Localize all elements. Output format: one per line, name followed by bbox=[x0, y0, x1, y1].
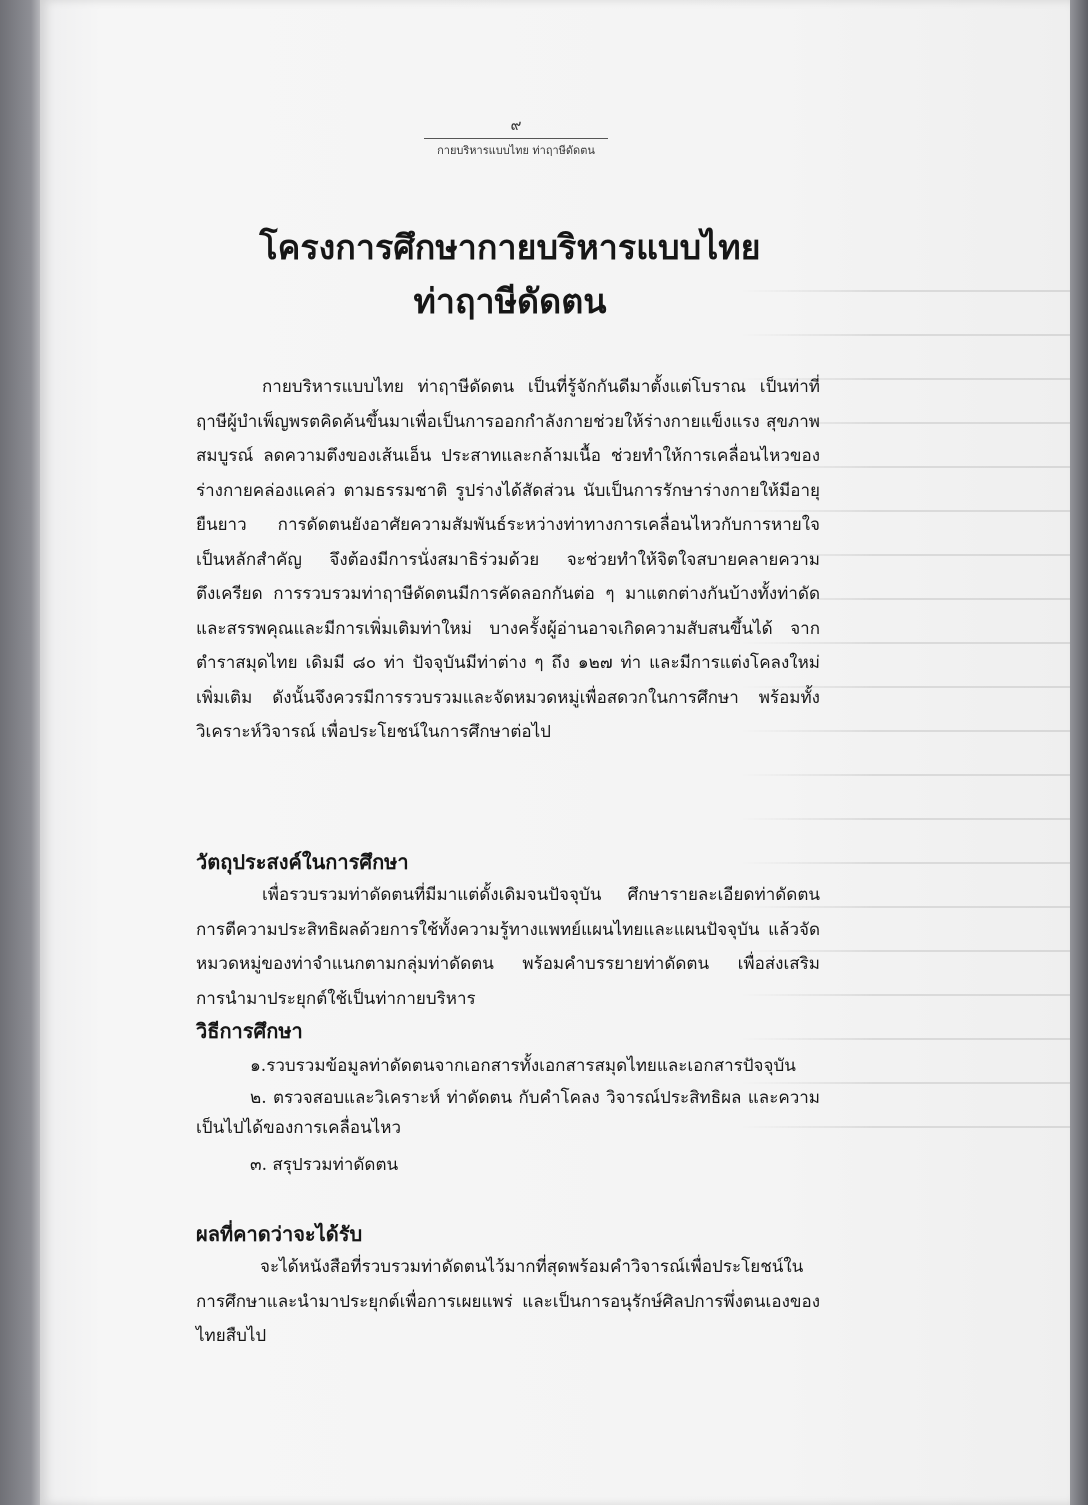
page-number: ๙ bbox=[510, 116, 522, 134]
method-item-3: ๓. สรุปรวมท่าดัดตน bbox=[250, 1155, 399, 1175]
objective-heading: วัตถุประสงค์ในการศึกษา bbox=[196, 850, 409, 874]
page-title-line-2: ท่าฤาษีดัดตน bbox=[413, 282, 607, 322]
intro-paragraph: กายบริหารแบบไทย ท่าฤาษีดัดตน เป็นที่รู้จักกันดีมาตั้งแต่โบราณ เป็นท่าที่ฤาษีผู้บำเพ็ญพรตคิดค้นขึ้นมาเพื่อเป็นการออกกำลังกายช่วยให้ร่างกายแข็งแรง สุขภาพสมบูรณ์ ลดความตึงของเส้นเอ็น ประสาทและกล้ามเนื้อ ช่วยทำให้การเคลื่อนไหวของร่างกายคล่องแคล่ว ตามธรรมชาติ รูปร่างได้สัดส่วน นับเป็นการรักษาร่างกายให้มีอายุยืนยาว การดัดตนยังอาศัยความสัมพันธ์ระหว่างท่าทางการเคลื่อนไหวกับการหายใจเป็นหลักสำคัญ จึงต้องมีการนั่งสมาธิร่วมด้วย จะช่วยทำให้จิตใจสบายคลายความตึงเครียด การรวบรวมท่าฤาษีดัดตนมีการคัดลอกกันต่อ ๆ มาแตกต่างกันบ้างทั้งท่าดัดและสรรพคุณและมีการเพิ่มเติมท่าใหม่ บางครั้งผู้อ่านอาจเกิดความสับสนขึ้นได้ จากตำราสมุดไทย เดิมมี ๘๐ ท่า ปัจจุบันมีท่าต่าง ๆ ถึง ๑๒๗ ท่า และมีการแต่งโคลงใหม่เพิ่มเติม ดังนั้นจึงควรมีการรวบรวมและจัดหมวดหมู่เพื่อสดวกในการศึกษา พร้อมทั้งวิเคราะห์วิจารณ์ เพื่อประโยชน์ในการศึกษาต่อไป bbox=[196, 377, 820, 742]
expected-heading: ผลที่คาดว่าจะได้รับ bbox=[196, 1222, 363, 1246]
method-heading: วิธีการศึกษา bbox=[196, 1019, 303, 1043]
expected-paragraph: จะได้หนังสือที่รวบรวมท่าดัดตนไว้มากที่สุดพร้อมคำวิจารณ์เพื่อประโยชน์ในการศึกษาและนำมาประยุกต์เพื่อการเผยแพร่ และเป็นการอนุรักษ์ศิลปการพึ่งตนเองของไทยสืบไป bbox=[196, 1257, 820, 1346]
method-item-1: ๑.รวบรวมข้อมูลท่าดัดตนจากเอกสารทั้งเอกสารสมุดไทยและเอกสารปัจจุบัน bbox=[250, 1056, 796, 1076]
method-item-2: ๒. ตรวจสอบและวิเคราะห์ ท่าดัดตน กับคำโคลง วิจารณ์ประสิทธิผล และความเป็นไปได้ของการเคลื่อนไหว bbox=[196, 1088, 820, 1138]
background-left-edge bbox=[0, 0, 44, 1505]
intro-section bbox=[196, 370, 820, 750]
running-head: กายบริหารแบบไทย ท่าฤาษีดัดตน bbox=[437, 144, 595, 157]
header-rule bbox=[424, 138, 608, 139]
expected-section bbox=[196, 1250, 820, 1354]
objective-paragraph: เพื่อรวบรวมท่าดัดตนที่มีมาแต่ดั้งเดิมจนปัจจุบัน ศึกษารายละเอียดท่าดัดตน การตีความประสิทธิผลด้วยการใช้ทั้งความรู้ทางแพทย์แผนไทยและแผนปัจจุบัน แล้วจัดหมวดหมู่ของท่าจำแนกตามกลุ่มท่าดัดตน พร้อมคำบรรยายท่าดัดตน เพื่อส่งเสริมการนำมาประยุกต์ใช้เป็นท่ากายบริหาร bbox=[196, 885, 820, 1009]
page-title-line-1: โครงการศึกษากายบริหารแบบไทย bbox=[259, 228, 761, 268]
objective-section bbox=[196, 878, 820, 1016]
background-right-edge bbox=[1068, 0, 1088, 1505]
page-header bbox=[424, 116, 608, 158]
